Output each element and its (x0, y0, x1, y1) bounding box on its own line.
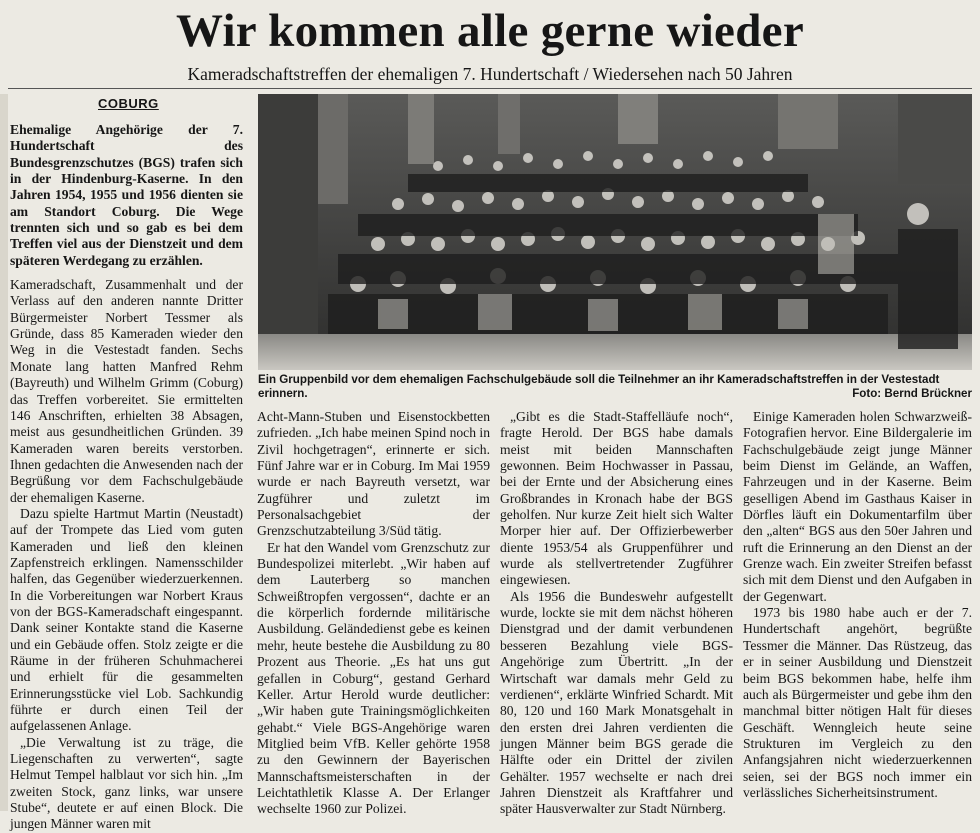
group-photo (258, 94, 972, 370)
body-paragraph: „Die Verwaltung ist zu träge, die Liegenschaften zu verwerten“, sagte Helmut Tempel halblaut vor sich hin. „Im zweiten Stock, ganz links, war unsere Stube“, deutete er auf einen Block. Die jungen Männer waren mit (10, 734, 243, 832)
body-paragraph: Dazu spielte Hartmut Martin (Neustadt) auf der Trompete das Lied vom guten Kameraden und ließ den kleinen Zapfenstreich erklingen. Namensschilder halfen, das Gegenüber wiederzuerkennen. In die Vorbereitungen war Norbert Kraus von der BGS-Kameradschaft eingespannt. Dank seiner Kontakte stand die Kaserne und ein Gebäude offen. Stolz zeigte er die Räume in der früheren Schuhmacherei und erhielt für die gesammelten Erinnerungsstücke viel Lob. Sachkundig führte er durch einen Teil der aufgelassenen Anlage. (10, 505, 243, 734)
dateline: COBURG (98, 96, 159, 111)
body-paragraph: „Gibt es die Stadt-Staffelläufe noch“, fragte Herold. Der BGS habe damals meist mit beiden Mannschaften gewonnen. Beim Hochwasser in Passau, bei der Ernte und der Absicherung eines Großbrandes in Kronach habe der BGS geholfen. Nur kurze Zeit hielt sich Walter Morper hier auf. Der Offizierbewerber diente 1953/54 als Gruppenführer und wurde als stellvertretender Zugführer eingewiesen. (500, 409, 733, 588)
caption-text: Ein Gruppenbild vor dem ehemaligen Fachschulgebäude soll die Teilnehmer an ihr Kameradschaftstreffen in der Vestestadt erinnern. (258, 373, 940, 400)
headline: Wir kommen alle gerne wieder (176, 5, 804, 57)
body-paragraph: Als 1956 die Bundeswehr aufgestellt wurde, lockte sie mit dem nächst höheren Dienstgrad und der damit verbundenen besseren Bezahlung viele BGS-Angehörige zum Übertritt. „In der Wirtschaft war damals mehr Geld zu verdienen“, erklärte Winfried Schardt. Mit 80, 120 und 160 Mark Monatsgehalt in den ersten drei Jahren verdienten die jungen Männer beim BGS gerade die Hälfte oder ein Drittel der zivilen Gehälter. 1957 wechselte er nach drei Jahren Dienstzeit als Kraftfahrer und später Hausverwalter zur Stadt Nürnberg. (500, 588, 733, 817)
subheadline: Kameradschaftstreffen der ehemaligen 7. Hundertschaft / Wiedersehen nach 50 Jahren (187, 64, 793, 84)
text-column-2 (257, 409, 490, 817)
body-paragraph: Kameradschaft, Zusammenhalt und der Verlass auf den anderen nannte Dritter Bürgermeister Norbert Tessmer als Gründe, dass 85 Kameraden wieder den Weg in die Vestestadt fanden. Sechs Monate lang hatten Manfred Rehm (Bayreuth) und Wilhelm Grimm (Coburg) das Treffen vorbereitet. Sie ermittelten 146 Anschriften, erhielten 38 Absagen, meist aus gesundheitlichen Gründen. 39 Kameraden waren bereits verstorben. Ihnen gedachten die Anwesenden nach der Begrüßung vor dem Fachschulgebäude der ehemaligen Kaserne. (10, 277, 243, 505)
body-paragraph: Einige Kameraden holen Schwarzweiß-Fotografien hervor. Eine Bildergalerie im Fachschulgebäude zeigt junge Männer beim Dienst im Gelände, an Waffen, Fahrzeugen und in der Kaserne. Beim geselligen Abend im Gasthaus Kaiser in Dörfles läuft ein Dokumentarfilm über den „alten“ BGS aus den 50er Jahren und ruft die Erinnerung an den Dienst an der Grenze wach. Ein zweiter Streifen befasst sich mit dem Dienst und den Aufgaben in der Gegenwart. (743, 409, 972, 604)
divider-rule (8, 88, 972, 89)
text-column-4 (743, 409, 972, 811)
text-column-1 (10, 122, 243, 832)
photo-caption (258, 373, 972, 401)
lead-paragraph: Ehemalige Angehörige der 7. Hundertschaft des Bundesgrenzschutzes (BGS) trafen sich in der Hindenburg-Kaserne. In den Jahren 1954, 1955 und 1956 dienten sie am Standort Coburg. Die Wege trennten sich und so gab es bei dem Treffen viel aus der Dienstzeit und dem späteren Werdegang zu erzählen. (10, 122, 243, 268)
page-edge-shadow (0, 94, 8, 811)
text-column-3 (500, 409, 733, 817)
photo-credit: Foto: Bernd Brückner (852, 387, 972, 400)
body-paragraph: 1973 bis 1980 habe auch er der 7. Hundertschaft angehört, begrüßte Tessmer die Männer. Das Rüstzeug, das er in seiner Ausbildung und Dienstzeit beim BGS bekommen habe, helfe ihm auch als Bürgermeister und gebe ihm den manchmal bitter nötigen Halt für dieses Geschäft. Wenngleich heute seine Strukturen im Vergleich zu den Anfangsjahren nicht wiederzuerkennen seien, sei der BGS noch immer ein verlässliches Sicherheitsinstrument. (743, 605, 972, 800)
body-paragraph: Er hat den Wandel vom Grenzschutz zur Bundespolizei miterlebt. „Wir haben auf dem Lauterberg so manchen Schweißtropfen vergossen“, dachte er an die körperlich fordernde militärische Ausbildung. Geländedienst gebe es keinen mehr, heute bestehe die Ausbildung zu 80 Prozent aus Theorie. „Es hat uns gut gefallen in Coburg“, gestand Gerhard Keller. Artur Herold wurde deutlicher: „Wir haben gute Trainingsmöglichkeiten gehabt.“ Viele BGS-Angehörige waren Mitglied beim VfB. Keller gehörte 1958 zu den Gewinnern der Bayerischen Mannschaftsmeisterschaften in der Leichtathletik Klasse A. Der Erlanger wechselte 1960 zur Polizei. (257, 539, 490, 817)
body-paragraph: Acht-Mann-Stuben und Eisenstockbetten zufrieden. „Ich habe meinen Spind noch in Zivil hochgetragen“, erinnerte er sich. Fünf Jahre war er in Coburg. Im Mai 1959 wurde er nach Bayreuth versetzt, war Zugführer und zuletzt im Personalsachgebiet der Grenzschutzabteilung 3/Süd tätig. (257, 409, 490, 539)
group-photo-image (258, 94, 972, 370)
